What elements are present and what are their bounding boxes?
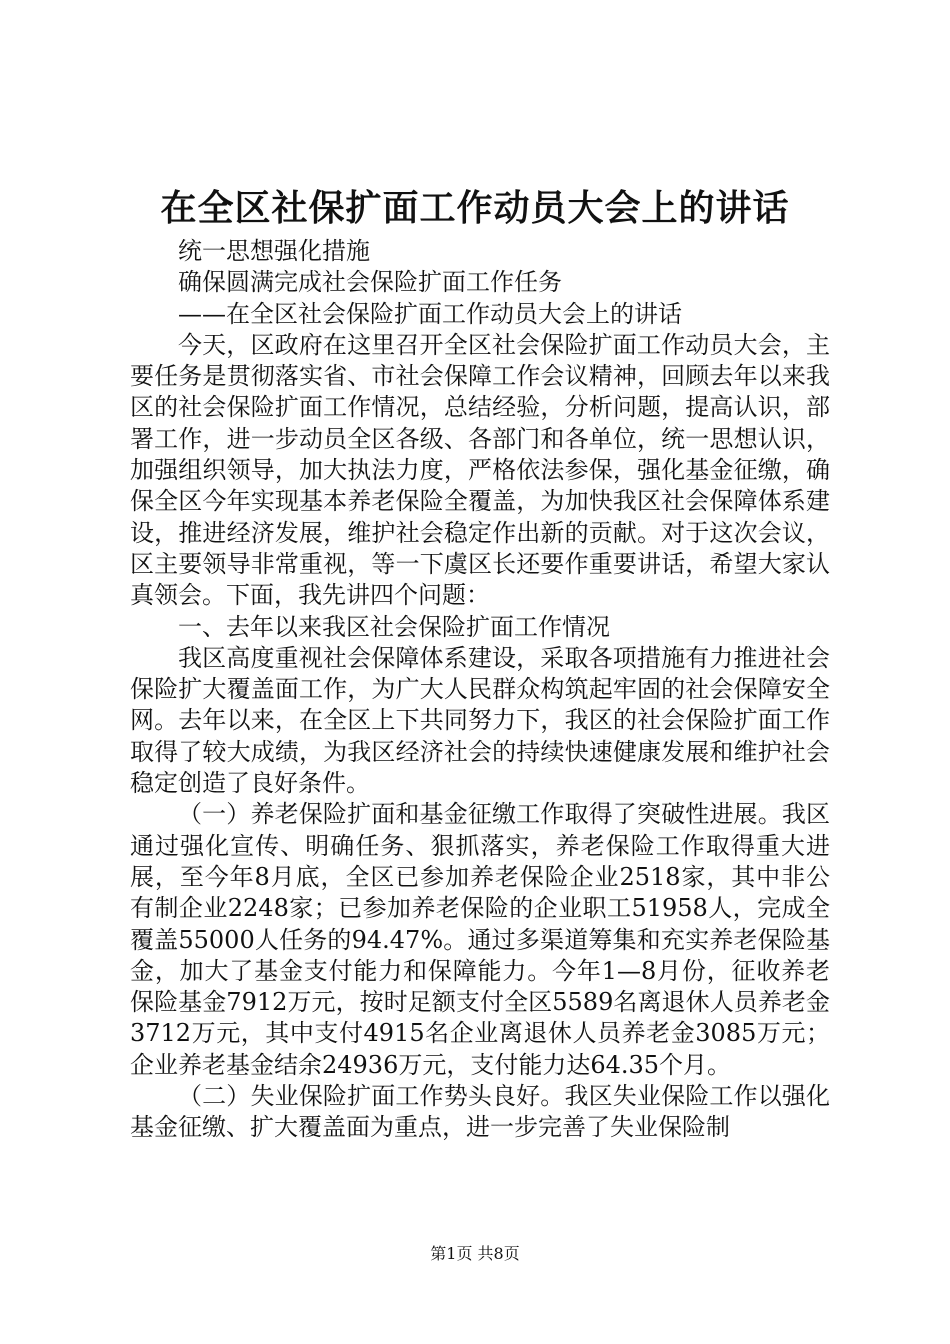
page-footer: 第1页 共8页 — [430, 1244, 520, 1263]
subtitle-line-3: ——在全区社会保险扩面工作动员大会上的讲话 — [178, 299, 682, 328]
body-paragraph: （一）养老保险扩面和基金征缴工作取得了突破性进展。我区通过强化宣传、明确任务、狠抓落实，养老保险工作取得重大进展，至今年8月底，全区已参加养老保险企业2518家，其中非公有制企业2248家；已参加养老保险的企业职工51958人，完成全覆盖55000人任务的94.47%。通过多渠道筹集和充实养老保险基金，加大了基金支付能力和保障能力。今年1—8月份，征收养老保险基金7912万元，按时足额支付全区5589名离退休人员养老金3712万元，其中支付4915名企业离退休人员养老金3085万元；企业养老基金结余24936万元，支付能力达64.35个月。 — [130, 800, 830, 1079]
body-paragraph: 今天，区政府在这里召开全区社会保险扩面工作动员大会，主要任务是贯彻落实省、市社会保障工作会议精神，回顾去年以来我区的社会保险扩面工作情况，总结经验，分析问题，提高认识，部署工作，进一步动员全区各级、各部门和各单位，统一思想认识，加强组织领导，加大执法力度，严格依法参保，强化基金征缴，确保全区今年实现基本养老保险全覆盖，为加快我区社会保障体系建设，推进经济发展，维护社会稳定作出新的贡献。对于这次会议，区主要领导非常重视，等一下虞区长还要作重要讲话，希望大家认真领会。下面，我先讲四个问题： — [130, 330, 830, 610]
body-paragraph: 我区高度重视社会保障体系建设，采取各项措施有力推进社会保险扩大覆盖面工作，为广大人民群众构筑起牢固的社会保障安全网。去年以来，在全区上下共同努力下，我区的社会保险扩面工作取得了较大成绩，为我区经济社会的持续快速健康发展和维护社会稳定创造了良好条件。 — [130, 643, 830, 798]
section-heading: 一、去年以来我区社会保险扩面工作情况 — [178, 612, 610, 641]
subtitle-line-1: 统一思想强化措施 — [178, 237, 370, 265]
subtitle-line-2: 确保圆满完成社会保险扩面工作任务 — [178, 268, 562, 297]
document-title: 在全区社保扩面工作动员大会上的讲话 — [160, 187, 790, 229]
document-body — [130, 236, 830, 1144]
body-paragraph: （二）失业保险扩面工作势头良好。我区失业保险工作以强化基金征缴、扩大覆盖面为重点，进一步完善了失业保险制 — [130, 1082, 830, 1142]
